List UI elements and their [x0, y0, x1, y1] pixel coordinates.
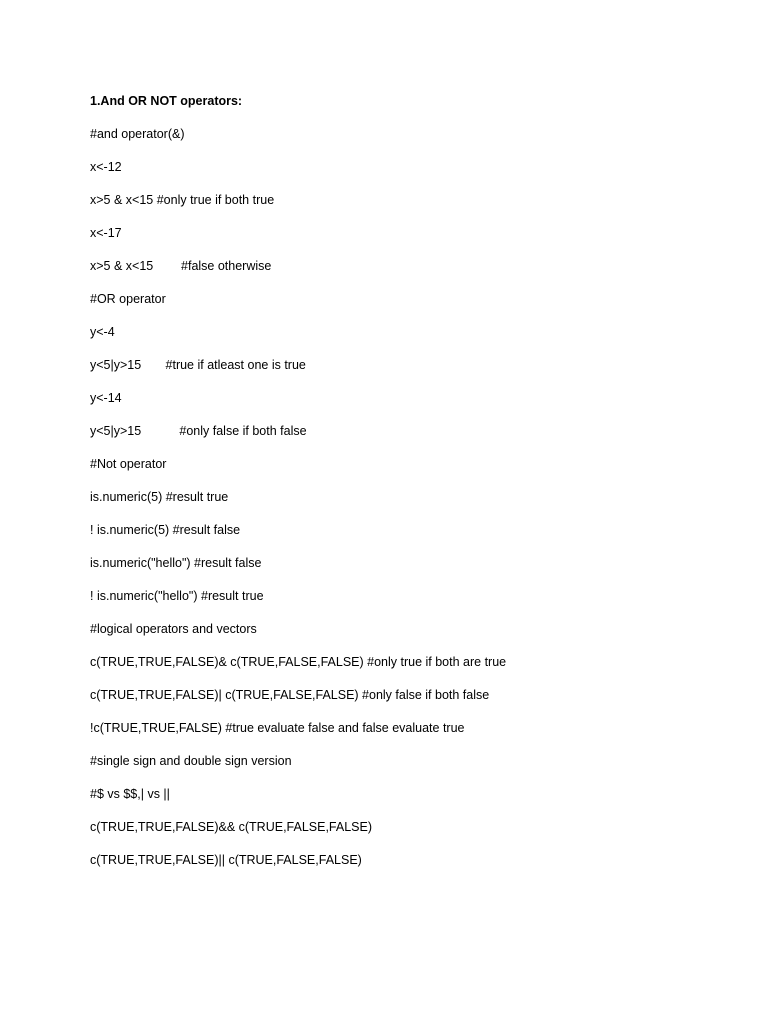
text-line: is.numeric("hello") #result false: [90, 556, 262, 570]
text-line: #single sign and double sign version: [90, 754, 292, 768]
text-line: c(TRUE,TRUE,FALSE)&& c(TRUE,FALSE,FALSE): [90, 820, 373, 834]
text-line: #logical operators and vectors: [90, 622, 257, 636]
text-line: ! is.numeric("hello") #result true: [90, 589, 264, 603]
text-line: x>5 & x<15 #false otherwise: [90, 259, 272, 273]
text-line: y<-14: [90, 391, 122, 405]
text-line: y<5|y>15 #only false if both false: [90, 424, 307, 438]
text-line: x<-12: [90, 160, 122, 174]
text-line: c(TRUE,TRUE,FALSE)| c(TRUE,FALSE,FALSE) #only false if both false: [90, 688, 490, 702]
text-line: #$ vs $$,| vs ||: [90, 787, 170, 801]
text-line: ! is.numeric(5) #result false: [90, 523, 241, 537]
text-line: x<-17: [90, 226, 122, 240]
text-line: x>5 & x<15 #only true if both true: [90, 193, 275, 207]
text-line: c(TRUE,TRUE,FALSE)& c(TRUE,FALSE,FALSE) #only true if both are true: [90, 655, 507, 669]
text-line: #Not operator: [90, 457, 167, 471]
text-line: #OR operator: [90, 292, 166, 306]
text-line: #and operator(&): [90, 127, 185, 141]
text-line: is.numeric(5) #result true: [90, 490, 229, 504]
text-line: !c(TRUE,TRUE,FALSE) #true evaluate false and false evaluate true: [90, 721, 465, 735]
text-line: c(TRUE,TRUE,FALSE)|| c(TRUE,FALSE,FALSE): [90, 853, 362, 867]
document-page: [90, 93, 730, 885]
text-line: y<-4: [90, 325, 115, 339]
section-heading: 1.And OR NOT operators:: [90, 94, 243, 108]
text-line: y<5|y>15 #true if atleast one is true: [90, 358, 306, 372]
